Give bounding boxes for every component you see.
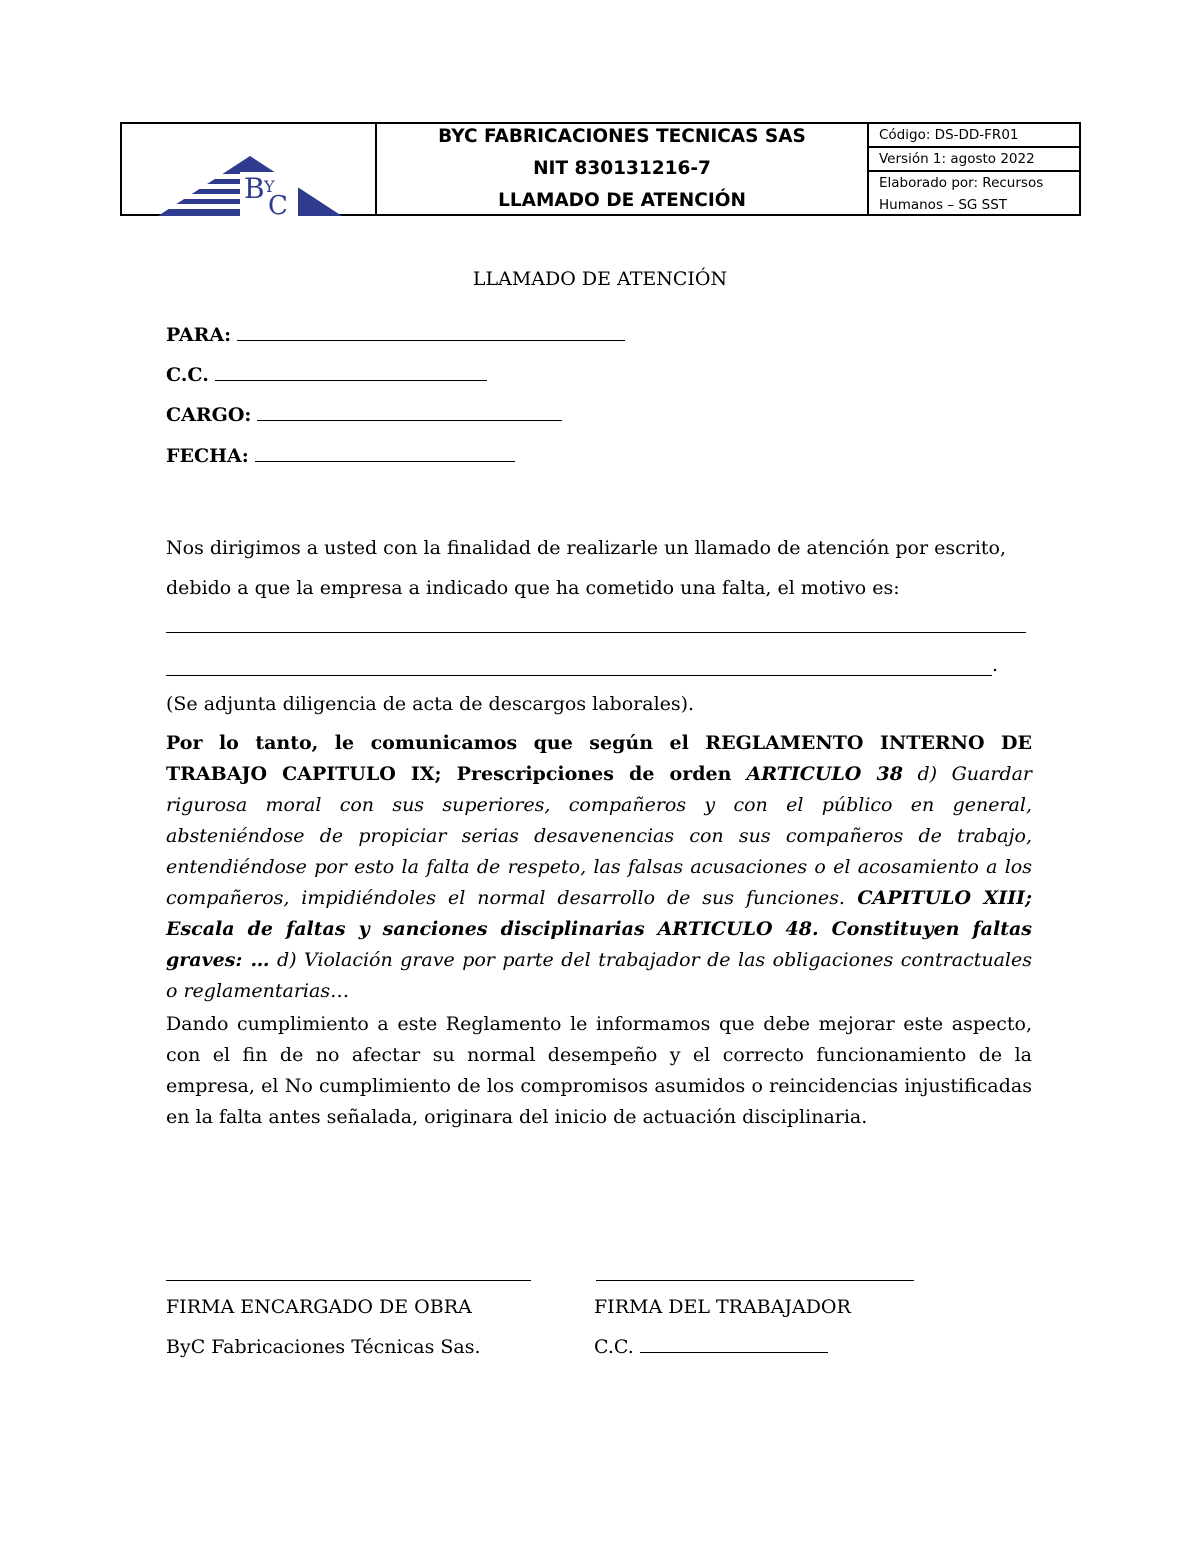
company-logo-cell — [122, 124, 377, 218]
regulation-paragraph — [166, 728, 1032, 1007]
regulation-article-38: ARTICULO 38 — [746, 763, 903, 785]
logo-letter-c: C — [268, 191, 288, 218]
field-fecha — [166, 445, 515, 467]
field-cc-blank[interactable] — [215, 379, 487, 381]
regulation-chapter-13: CAPITULO XIII; Escala de faltas y sanciones disciplinarias ARTICULO 48. Constituyen faltas graves: … — [166, 887, 1032, 971]
company-nit: NIT 830131216-7 — [533, 158, 711, 179]
intro-line-1: Nos dirigimos a usted con la finalidad de realizarle un llamado de atención por escrito, — [166, 537, 1007, 559]
intro-paragraph — [166, 528, 1032, 608]
signature-right-cc-label: C.C. — [594, 1336, 634, 1358]
doc-elaborated-line1: Elaborado por: Recursos — [879, 175, 1044, 191]
field-cargo-label: CARGO: — [166, 404, 252, 426]
signature-line-left[interactable] — [166, 1280, 531, 1281]
field-fecha-label: FECHA: — [166, 445, 249, 467]
field-cargo — [166, 404, 562, 426]
field-cc-label: C.C. — [166, 364, 209, 386]
regulation-intro: Por lo tanto, le comunicamos que según el REGLAMENTO INTERNO DE TRABAJO CAPITULO IX; Prescripciones de orden — [166, 732, 1032, 785]
annex-note: (Se adjunta diligencia de acta de descargos laborales). — [166, 693, 695, 715]
header-meta-cell — [869, 124, 1079, 214]
signature-left-company: ByC Fabricaciones Técnicas Sas. — [166, 1336, 481, 1358]
header-title-cell — [377, 124, 869, 214]
reason-line-1[interactable] — [166, 632, 1026, 633]
doc-elaborated — [869, 172, 1079, 216]
doc-code: Código: DS-DD-FR01 — [869, 124, 1079, 148]
regulation-article-38-text: d) Guardar rigurosa moral con sus superiores, compañeros y con el público en general, absteniéndose de propiciar serias desavenencias con sus compañeros de trabajo, entendiéndose por esto la falta de respeto, las falsas acusaciones o el acosamiento a los compañeros, impidiéndoles el normal desarrollo de sus funciones. — [166, 763, 1032, 909]
closing-paragraph: Dando cumplimiento a este Reglamento le informamos que debe mejorar este aspecto, con el fin de no afectar su normal desempeño y el correcto funcionamiento de la empresa, el No cumplimiento de los compromisos asumidos o reincidencias injustificadas en la falta antes señalada, originara del inicio de actuación disciplinaria. — [166, 1013, 1032, 1128]
field-para — [166, 324, 625, 346]
page-title: LLAMADO DE ATENCIÓN — [472, 268, 728, 290]
field-cargo-blank[interactable] — [257, 419, 562, 421]
field-para-label: PARA: — [166, 324, 232, 346]
reason-line-period: . — [992, 654, 999, 676]
intro-line-2: debido a que la empresa a indicado que ha cometido una falta, el motivo es: — [166, 577, 900, 599]
signature-right-cc — [594, 1336, 828, 1358]
signature-right-title: FIRMA DEL TRABAJADOR — [594, 1296, 851, 1318]
signature-line-right[interactable] — [596, 1280, 914, 1281]
regulation-article-48-text: d) Violación grave por parte del trabajador de las obligaciones contractuales o reglamentarias… — [166, 949, 1033, 1002]
field-fecha-blank[interactable] — [255, 460, 515, 462]
doc-elaborated-line2: Humanos – SG SST — [879, 197, 1008, 213]
header-doc-title: LLAMADO DE ATENCIÓN — [498, 190, 746, 211]
header-table — [120, 122, 1081, 216]
byc-logo-icon — [154, 154, 344, 218]
doc-version: Versión 1: agosto 2022 — [869, 148, 1079, 172]
logo-letter-y: Y — [264, 177, 275, 196]
reason-line-2[interactable] — [166, 675, 992, 676]
field-cc — [166, 364, 487, 386]
logo-letter-b: B — [244, 172, 265, 205]
field-para-blank[interactable] — [237, 339, 625, 341]
signature-left-title: FIRMA ENCARGADO DE OBRA — [166, 1296, 472, 1318]
signature-right-cc-blank[interactable] — [640, 1351, 828, 1353]
company-name: BYC FABRICACIONES TECNICAS SAS — [438, 126, 806, 147]
